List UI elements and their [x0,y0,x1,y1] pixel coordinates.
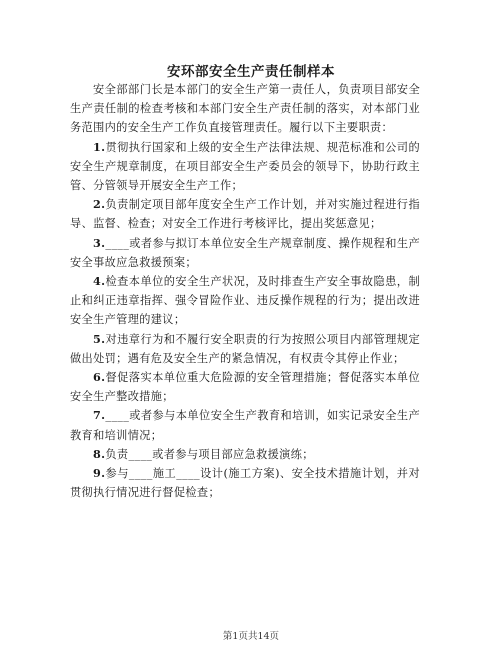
item-number: 1. [93,139,106,154]
document-body [70,80,420,502]
item-text: 贯彻执行国家和上级的安全生产法律法规、规范标准和公司的安全生产规章制度，在项目部安全生产委员会的领导下，协助行政主管、分管领导开展安全生产工作； [70,140,420,193]
item-number: 3. [93,235,106,250]
item-text: 参与____施工____设计(施工方案)、安全技术措施计划，并对贯彻执行情况进行督促检查； [70,467,420,500]
list-item [70,464,420,502]
item-text: ____或者参与拟订本单位安全生产规章制度、操作规程和生产安全事故应急救援预案； [70,236,420,269]
list-item [70,234,420,272]
intro-paragraph: 安全部部门长是本部门的安全生产第一责任人，负责项目部安全生产责任制的检查考核和本部门安全生产责任制的落实，对本部门业务范围内的安全生产工作负直接管理责任。履行以下主要职责： [70,83,420,135]
item-number: 2. [93,197,106,212]
page-footer: 第1页共14页 [222,631,280,642]
item-text: 督促落实本单位重大危险源的安全管理措施；督促落实本单位安全生产整改措施； [70,371,420,404]
list-item [70,406,420,444]
item-number: 7. [93,408,106,423]
list-item [70,330,420,368]
item-number: 4. [93,274,106,289]
list-item [70,138,420,196]
item-text: 检查本单位的安全生产状况，及时排查生产安全事故隐患，制止和纠正违章指挥、强令冒险作业、违反操作规程的行为；提出改进安全生产管理的建议； [70,275,420,327]
list-item [70,272,420,330]
item-number: 8. [93,446,106,461]
list-item [70,445,420,464]
item-number: 9. [93,466,106,481]
item-text: ____或者参与本单位安全生产教育和培训，如实记录安全生产教育和培训情况； [70,409,420,442]
document-title: 安环部安全生产责任制样本 [167,64,335,80]
list-item [70,368,420,406]
item-number: 5. [93,331,106,346]
item-text: 负责____或者参与项目部应急救援演练； [105,447,314,461]
item-number: 6. [93,370,106,385]
item-text: 对违章行为和不履行安全职责的行为按照公项目内部管理规定做出处罚；遇有危及安全生产的紧急情况，有权责令其停止作业； [70,332,420,365]
list-item [70,195,420,233]
item-text: 负责制定项目部年度安全生产工作计划，并对实施过程进行指导、监督、检查；对安全工作进行考核评比，提出奖惩意见； [70,198,420,231]
